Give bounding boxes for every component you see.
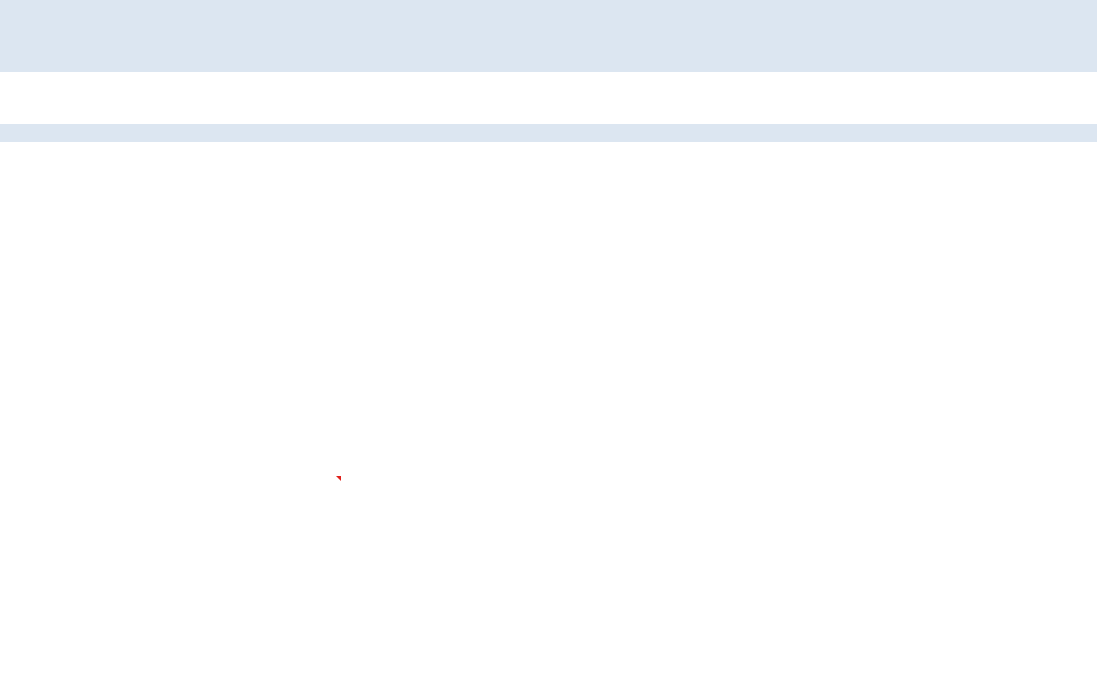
comment-indicator-icon — [336, 476, 341, 481]
sheet-header — [0, 0, 1097, 72]
income-statement-header-bar — [0, 124, 1097, 142]
